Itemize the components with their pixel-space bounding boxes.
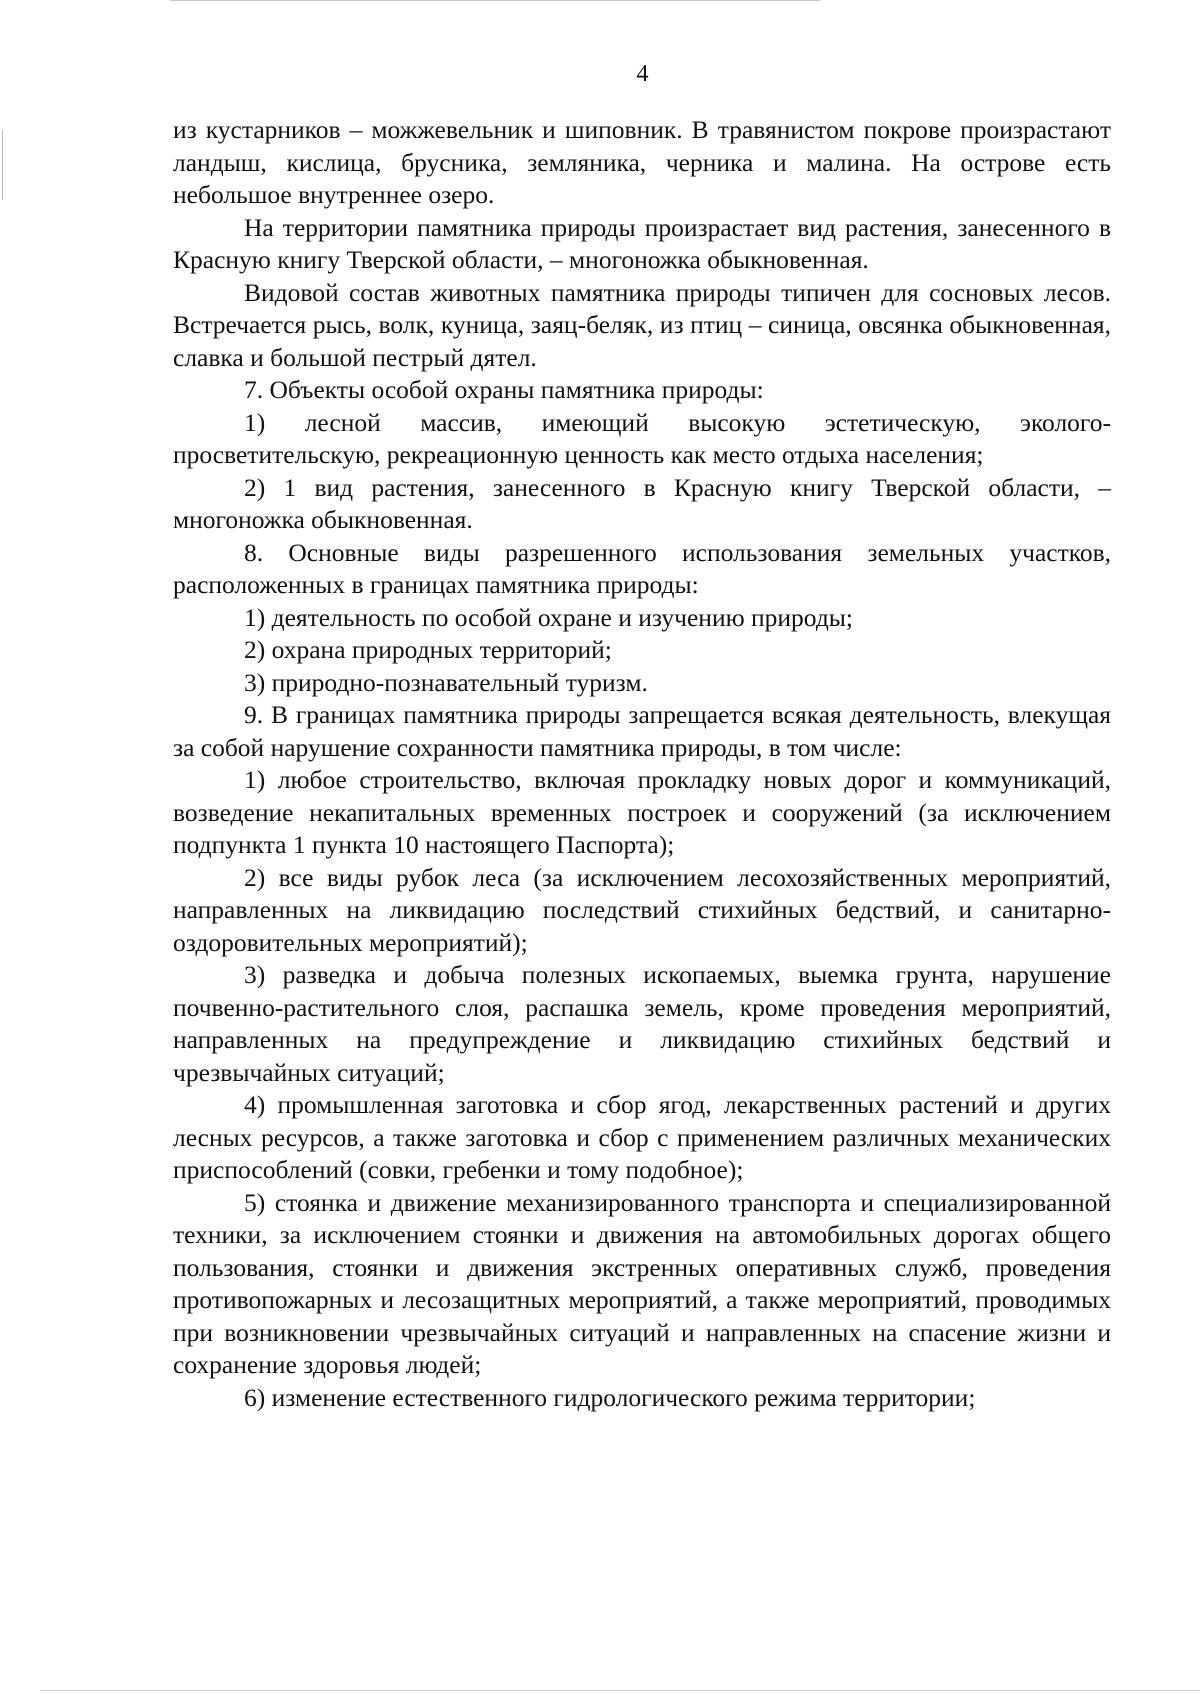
- scan-edge-line-left: [2, 130, 3, 200]
- section-9-item-2: 2) все виды рубок леса (за исключением лесохозяйственных мероприятий, направленных на ликвидацию последствий стихийных бедствий, и санитарно-оздоровительных мероприятий);: [173, 862, 1111, 957]
- section-9-heading: 9. В границах памятника природы запрещается всякая деятельность, влекущая за собой нарушение сохранности памятника природы, в том числе:: [173, 700, 1111, 762]
- section-9-item-3: 3) разведка и добыча полезных ископаемых, выемка грунта, нарушение почвенно-растительного слоя, распашка земель, кроме проведения мероприятий, направленных на предупреждение и ликвидацию стихийных бедствий и чрезвычайных ситуаций;: [173, 960, 1111, 1087]
- section-7-item-2: 2) 1 вид растения, занесенного в Красную книгу Тверской области, – многоножка обыкновенная.: [173, 472, 1111, 534]
- section-9-item-5: 5) стоянка и движение механизированного транспорта и специализированной техники, за исключением стоянки и движения на автомобильных дорогах общего пользования, стоянки и движения экстренных оперативных служб, проведения противопожарных и лесозащитных мероприятий, а также мероприятий, проводимых при возникновении чрезвычайных ситуаций и направленных на спасение жизни и сохранение здоровья людей;: [173, 1187, 1111, 1379]
- section-7-heading: 7. Объекты особой охраны памятника природы:: [244, 375, 764, 404]
- document-body: [173, 114, 1111, 1414]
- section-7-item-1: 1) лесной массив, имеющий высокую эстетическую, эколого-просветительскую, рекреационную ценность как место отдыха населения;: [173, 407, 1111, 469]
- section-8-item-2: 2) охрана природных территорий;: [244, 635, 612, 664]
- section-8-heading: 8. Основные виды разрешенного использования земельных участков, расположенных в границах памятника природы:: [173, 537, 1111, 599]
- scan-edge-line-bottom: [40, 1690, 1200, 1691]
- scan-edge-line-top: [170, 0, 820, 1]
- section-8-item-3: 3) природно-познавательный туризм.: [244, 667, 648, 697]
- section-9-item-6: 6) изменение естественного гидрологического режима территории;: [244, 1382, 976, 1412]
- paragraph-fauna: Видовой состав животных памятника природы типичен для сосновых лесов. Встречается рысь, волк, куница, заяц-беляк, из птиц – синица, овсянка обыкновенная, славка и большой пестрый дятел.: [173, 277, 1111, 372]
- paragraph-shrubs-and-grasses: из кустарников – можжевельник и шиповник. В травянистом покрове произрастают ландыш, кислица, брусника, земляника, черника и малина. На острове есть небольшое внутреннее озеро.: [173, 115, 1111, 209]
- section-9-item-4: 4) промышленная заготовка и сбор ягод, лекарственных растений и других лесных ресурсов, а также заготовка и сбор с применением различных механических приспособлений (совки, гребенки и тому подобное);: [173, 1090, 1111, 1184]
- section-8-item-1: 1) деятельность по особой охране и изучению природы;: [244, 602, 854, 632]
- page-number: 4: [636, 61, 649, 87]
- paragraph-red-book-plant: На территории памятника природы произрастает вид растения, занесенного в Красную книгу Тверской области, – многоножка обыкновенная.: [173, 212, 1111, 274]
- section-9-item-1: 1) любое строительство, включая прокладку новых дорог и коммуникаций, возведение некапитальных временных построек и сооружений (за исключением подпункта 1 пункта 10 настоящего Паспорта);: [173, 765, 1111, 859]
